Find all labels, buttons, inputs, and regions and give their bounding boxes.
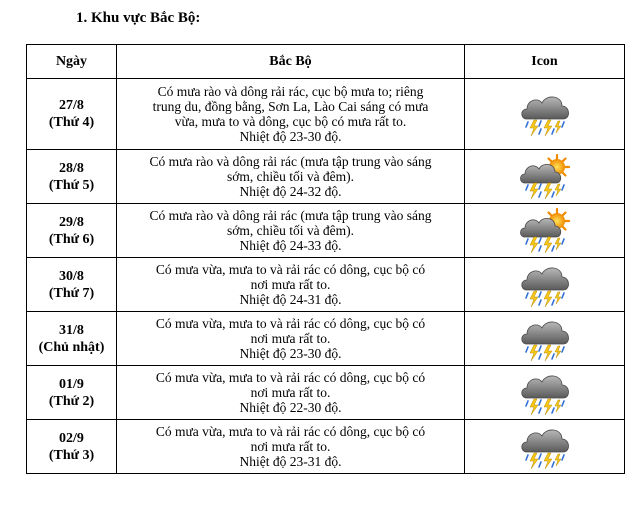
forecast-cell: [117, 258, 465, 312]
forecast-cell: [117, 79, 465, 150]
day-cell: [27, 420, 117, 474]
forecast-line: sớm, chiều tối và đêm).: [226, 169, 355, 184]
table-row: [27, 420, 625, 474]
weekday: (Thứ 5): [48, 177, 95, 193]
icon-cell: [465, 420, 625, 474]
sun-thunderstorm-icon: [517, 153, 573, 201]
forecast-line: nơi mưa rất to.: [250, 439, 331, 454]
icon-cell: [465, 258, 625, 312]
icon-cell: [465, 366, 625, 420]
temperature: Nhiệt độ 24-31 độ.: [239, 292, 342, 307]
date: 01/9: [59, 376, 84, 392]
header-region: Bắc Bộ: [117, 45, 465, 79]
date: 02/9: [59, 430, 84, 446]
icon-cell: [465, 204, 625, 258]
forecast-line: Có mưa rào và dông rải rác (mưa tập trung vào sáng: [149, 208, 432, 223]
date: 30/8: [59, 268, 84, 284]
forecast-table: [26, 44, 625, 474]
forecast-line: Có mưa vừa, mưa to và rải rác có dông, cục bộ có: [155, 316, 426, 331]
forecast-line: trung du, đồng bằng, Sơn La, Lào Cai sáng có mưa: [152, 99, 429, 114]
day-cell: [27, 312, 117, 366]
temperature: Nhiệt độ 24-32 độ.: [239, 184, 342, 199]
weekday: (Thứ 7): [48, 285, 95, 301]
icon-cell: [465, 150, 625, 204]
forecast-cell: [117, 312, 465, 366]
forecast-line: Có mưa vừa, mưa to và rải rác có dông, cục bộ có: [155, 424, 426, 439]
forecast-line: vừa, mưa to và dông, cục bộ có mưa rất to.: [174, 114, 407, 129]
weekday: (Thứ 4): [48, 115, 95, 130]
forecast-line: sớm, chiều tối và đêm).: [226, 223, 355, 238]
icon-cell: [465, 312, 625, 366]
forecast-cell: [117, 150, 465, 204]
temperature: Nhiệt độ 23-31 độ.: [239, 454, 342, 469]
weekday: (Thứ 3): [48, 447, 95, 463]
forecast-line: Có mưa rào và dông rải rác (mưa tập trung vào sáng: [149, 154, 432, 169]
header-day: Ngày: [27, 45, 117, 79]
table-row: [27, 312, 625, 366]
date: 29/8: [59, 214, 84, 230]
forecast-line: Có mưa rào và dông rải rác, cục bộ mưa to; riêng: [157, 84, 424, 99]
forecast-line: nơi mưa rất to.: [250, 277, 331, 292]
thunderstorm-rain-icon: [517, 261, 573, 309]
header-icon: Icon: [465, 45, 625, 79]
weekday: (Chủ nhật): [38, 339, 105, 355]
forecast-line: nơi mưa rất to.: [250, 331, 331, 346]
forecast-cell: [117, 366, 465, 420]
thunderstorm-rain-icon: [517, 423, 573, 471]
temperature: Nhiệt độ 22-30 độ.: [239, 400, 342, 415]
section-heading: 1. Khu vực Bắc Bộ:: [76, 10, 201, 26]
day-cell: [27, 79, 117, 150]
day-cell: [27, 204, 117, 258]
thunderstorm-rain-icon: [517, 369, 573, 417]
forecast-cell: [117, 420, 465, 474]
temperature: Nhiệt độ 24-33 độ.: [239, 238, 342, 253]
table-row: [27, 150, 625, 204]
icon-cell: [465, 79, 625, 150]
forecast-cell: [117, 204, 465, 258]
day-cell: [27, 366, 117, 420]
day-cell: [27, 150, 117, 204]
forecast-line: nơi mưa rất to.: [250, 385, 331, 400]
weekday: (Thứ 2): [48, 393, 95, 409]
table-row: [27, 79, 625, 150]
thunderstorm-rain-icon: [517, 90, 573, 138]
table-header-row: [27, 45, 625, 79]
table-row: [27, 204, 625, 258]
forecast-line: Có mưa vừa, mưa to và rải rác có dông, cục bộ có: [155, 370, 426, 385]
date: 27/8: [59, 98, 84, 113]
date: 28/8: [59, 160, 84, 176]
table-row: [27, 366, 625, 420]
day-cell: [27, 258, 117, 312]
temperature: Nhiệt độ 23-30 độ.: [239, 346, 342, 361]
weekday: (Thứ 6): [48, 231, 95, 247]
thunderstorm-rain-icon: [517, 315, 573, 363]
forecast-line: Có mưa vừa, mưa to và rải rác có dông, cục bộ có: [155, 262, 426, 277]
table-row: [27, 258, 625, 312]
sun-thunderstorm-icon: [517, 207, 573, 255]
temperature: Nhiệt độ 23-30 độ.: [239, 129, 342, 144]
date: 31/8: [59, 322, 84, 338]
